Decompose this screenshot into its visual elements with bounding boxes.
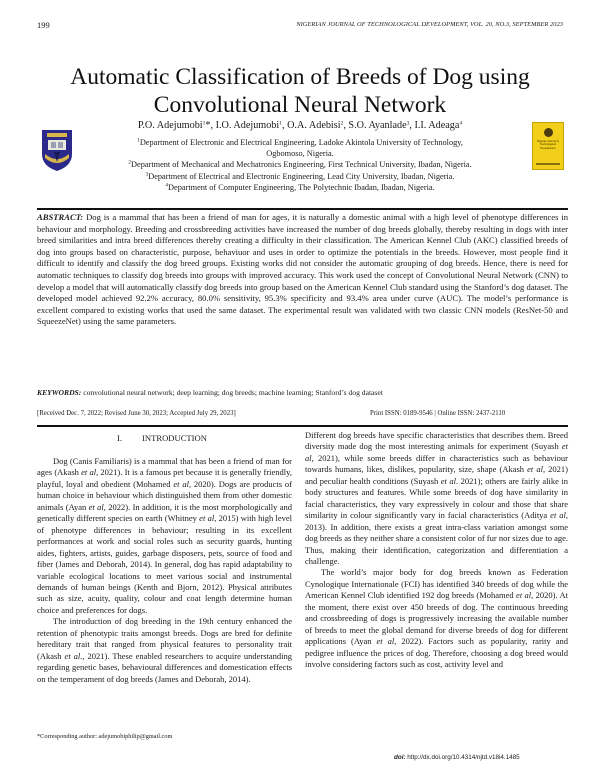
section-number: I. — [117, 433, 123, 443]
author: S.O. Ayanlade — [348, 120, 407, 131]
keywords-text: convolutional neural network; deep learning; dog breeds; machine learning; Stanford’s dog dataset — [81, 388, 383, 397]
left-column — [37, 456, 292, 685]
paragraph: Dog (Canis Familiaris) is a mammal that has been a friend of man for ages (Akash et al, 2021). It is a famous pet because it is generally friendly, playful, loyal and obedient (Mohamed et al, 2020). Dogs are products of human choice in behaviour which distinguished them from other domestic animals (Ayan et al, 2022). In addition, it is the most morphologically and genetically different species on earth (Whitney et al, 2015) with high level of phenotype differences in behaviour; resulting in its excellent performances at work and social roles such as security guards, hunting aides, fighters, artists, guides, garbage disposers, pets, source of food and fiber (James and Deborah, 2014). In general, dog has rapid adaptability to variable ecological locations to meet various social and instrumental demands of human beings (Kenth and Bjorn, 2012). Physical attributes such as size, acuity, quality, colour and coat length determine human choice and preferences for dogs. — [37, 456, 292, 615]
journal-cover-text: Nigerian Journal of Technological Development — [537, 140, 559, 150]
running-head: NIGERIAN JOURNAL OF TECHNOLOGICAL DEVELOPMENT, VOL. 20, NO.3, SEPTEMBER 2023 — [296, 21, 563, 28]
corresponding-author-footnote: *Corresponding author: adejumobiphilip@gmail.com — [37, 733, 173, 740]
affiliation-3: $^3$Department of Electrical and Electronic Engineering, Lead City University, Ibadan, Nigeria. — [145, 171, 455, 181]
paragraph: The introduction of dog breeding in the 19th century enhanced the retention of phenotypic traits amongst breeds. Dogs are bred for definite hereditary trait that ranged from physical features to personality trait (Akash et al., 2021). These enabled researchers to acquire understanding regarding genetic bases, behavioural differences and domestication effects on the temperament of dog breeds (James and Deborah, 2014). — [37, 616, 293, 684]
affiliation-2: $^2$Department of Mechanical and Mechatronics Engineering, First Technical University, Ibadan, Nigeria. — [128, 159, 472, 170]
received-dates: [Received Dec. 7, 2022; Revised June 30, 2023; Accepted July 29, 2023] — [37, 410, 236, 417]
doi-link[interactable]: doi: http://dx.doi.org/10.4314/njtd.v18i4.1485 — [394, 754, 520, 761]
affiliation-1-cont: Ogbomoso, Nigeria. — [266, 149, 334, 159]
author: I.I. Adeaga — [414, 120, 460, 131]
issn-info: Print ISSN: 0189-9546 | Online ISSN: 2437-2110 — [370, 410, 506, 417]
abstract — [37, 212, 568, 328]
keywords-label: KEYWORDS: — [37, 388, 82, 397]
keywords — [37, 388, 568, 397]
page-number: 199 — [37, 20, 50, 30]
abstract-text: Dog is a mammal that has been a friend of man for ages, it is naturally a domestic animal with a high level of phenotype differences in behaviour and morphology. Breeding and crossbreeding activities have increased the number of dog breeds globally, thereby resulting in dogs with inter breed similarities and intra breed differences thereby creating a difficulty in their classification. The American Kennel Club (AKC) classified breeds of dog into groups based on characteristic, purpose, behaviuor and uses in order to optimize the potentials in the breeds. However, most people find it difficult to identify and classify the dog breed groups. Existing works did not consider the automatic grouping of dog breeds. Hence, there is need for automatic techniques to classify dog breeds into groups with improved accuracy. This work used the concept of Convolutional Neural Network (CNN) to develop a model that will automatically classify dog breeds into group based on the American Kennel Club standard using the Stanford’s dog dataset. The developed model achieved 92.2% accuracy, 80.0% sensitivity, 95.3% specificity and 93.4% area under curve (AUC). The model’s performance is excellent compared to existing works that used the same dataset. The experimental result was validated with two classic CNN models (ResNet-50 and SqueezeNet) using the same parameters. — [37, 212, 568, 327]
author: P.O. Adejumobi — [137, 120, 203, 131]
paragraph: The world’s major body for dog breeds known as Federation Cynologique Internationale (FCI) has identified 340 breeds of dog while the American Kennel Club identified 192 dog breeds (Mohamed et al, 2020). At the moment, there exist over 450 breeds of dog. The continuous breeding and crossbreeding of dogs is progressively increasing the available number of breeds to meet the global demand for diverse breeds of dog for different applications (Ayan et al, 2022). Factors such as popularity, rarity and pedigree influence the prices of dog. Therefore, choosing a dog breed would involve considering factors such as cost, activity level and — [305, 567, 568, 670]
section-title: INTRODUCTION — [142, 433, 207, 443]
title-line-2: Convolutional Neural Network — [153, 92, 447, 118]
paragraph: Different dog breeds have specific characteristics that describes them. Breed diversity made dog the most interesting animals for experiment (Suyash et al, 2021), while some breeds differ in characteristics such as behaviour towards humans, likes, dislikes, popularity, size, shape (Akash et al, 2021) and peculiar health conditions (Suyash et al. 2021); others are fairly alike in body structures and features. While some breeds of dog have similarity in facial characteristics, they vary expressively in colour and those that share similarity in colour significantly vary in facial characteristics (Aditya et al, 2013). In addition, there exists a great intra-class variation amongst some dog breeds as they neither share a consistent color of fur nor sizes due to age. Thus, making their identification, categorization and differentiation a challenge. — [305, 430, 568, 566]
section-heading-introduction — [37, 433, 287, 443]
right-column — [305, 430, 568, 671]
title-line-1: Automatic Classification of Breeds of Dog using — [70, 64, 530, 90]
author-list: P.O. Adejumobi$^1$*, I.O. Adejumobi$^1$, O.A. Adebisi$^2$, S.O. Ayanlade$^3$, I.I. Adeaga$^4$ — [137, 120, 463, 131]
author: I.O. Adejumobi — [215, 120, 280, 131]
author: O.A. Adebisi — [287, 120, 341, 131]
affiliation-1: $^1$Department of Electronic and Electrical Engineering, Ladoke Akintola University of Technology, — [137, 137, 463, 147]
affiliations — [0, 137, 600, 193]
body-top-rule — [37, 425, 568, 427]
paper-title — [0, 63, 600, 119]
abstract-top-rule — [37, 208, 568, 210]
abstract-label: ABSTRACT: — [37, 212, 84, 222]
affiliation-4: $^4$Department of Computer Engineering, The Polytechnic Ibadan, Ibadan, Nigeria. — [165, 182, 435, 192]
